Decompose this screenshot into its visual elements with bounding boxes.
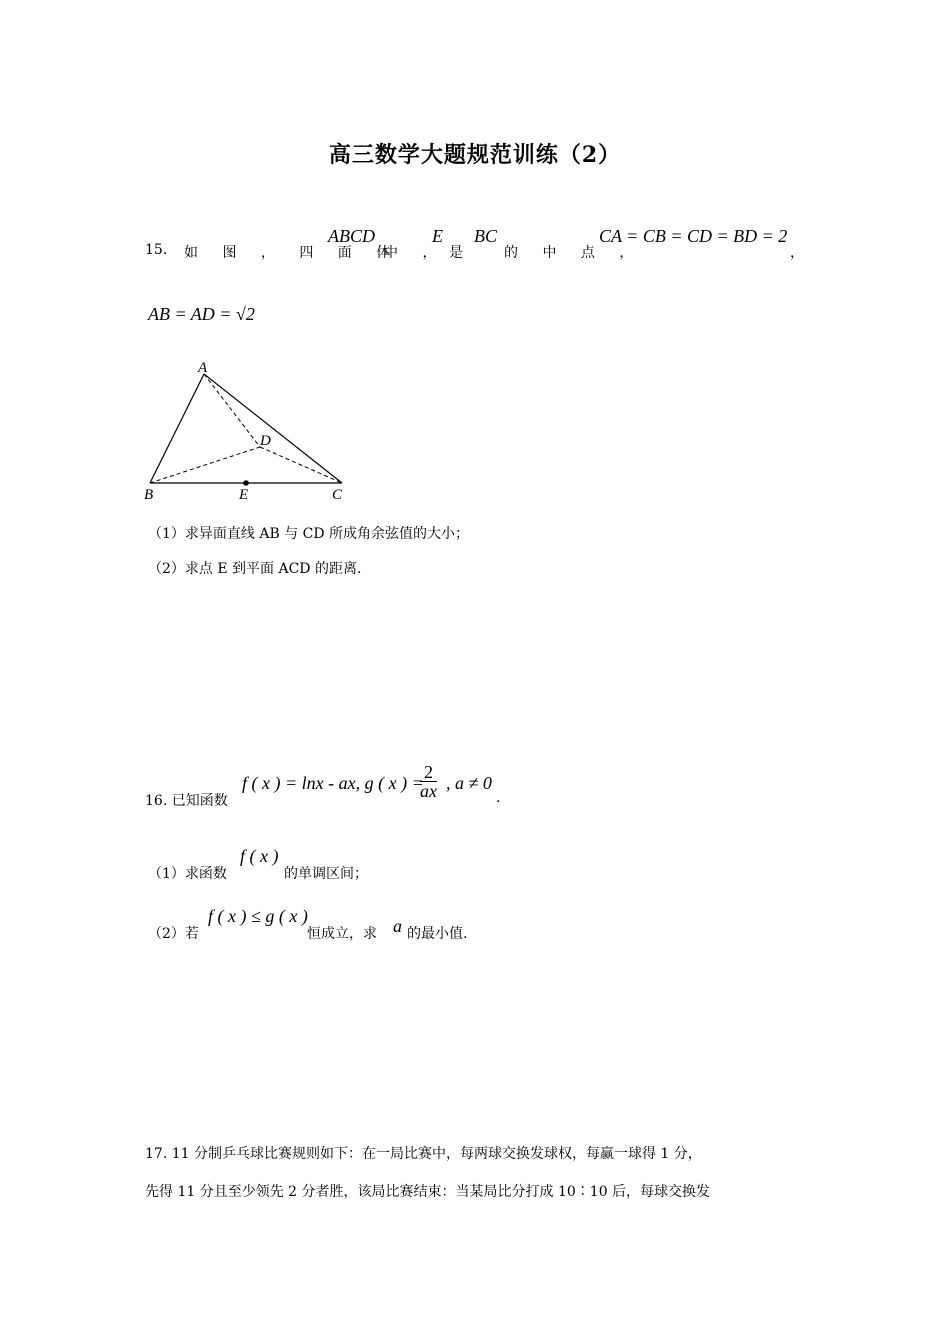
q16-cond: , a ≠ 0 [446,773,492,793]
q15-zhong: 中 ， [384,245,447,261]
label-e: E [239,487,249,503]
q16-part2-ineq: f ( x ) ≤ g ( x ) [208,906,308,926]
q17-line1: 17. 11 分制乒乓球比赛规则如下：在一局比赛中，每两球交换发球权，每赢一球得 1 分， [145,1146,702,1162]
q16-number: 16. 已知函数 [145,793,228,809]
page-title: 高三数学大题规范训练（2） [328,142,622,168]
label-c: C [332,487,343,503]
q15-part1: （1）求异面直线 AB 与 CD 所成角余弦值的大小； [148,526,470,542]
label-d: D [260,433,271,449]
q16-part1-f: f ( x ) [240,846,279,866]
q16-fraction [420,763,437,800]
q16-part2-pre: （2）若 [148,926,199,942]
q15-tetra: ABCD [328,226,375,246]
label-b: B [144,487,154,503]
q16-frac-num: 2 [420,763,437,782]
q15-shi: 是 [449,245,463,261]
q15-comma: ， [790,245,804,261]
q16-part1-pre: （1）求函数 [148,866,227,882]
tetrahedron-figure [140,355,360,505]
edge-ac [204,374,342,483]
q17-line2: 先得 11 分且至少领先 2 分者胜，该局比赛结束：当某局比分打成 10∶10 后，每球交换发 [145,1184,711,1200]
q15-number: 15. [145,242,168,258]
q16-part1-post: 的单调区间； [284,866,368,882]
edge-bd [150,447,260,483]
q15-eq1: CA = CB = CD = BD = 2 [599,226,788,246]
edge-ab [150,374,204,483]
q15-eq2: AB = AD = √2 [148,304,255,324]
edge-cd [260,447,342,483]
q16-part2-a: a [393,916,402,936]
q16-part2-post: 的最小值. [407,926,468,942]
q15-midpoint: 的 中 点 ， [504,245,644,261]
q15-seg-bc: BC [474,226,498,246]
label-a: A [198,360,208,376]
q16-frac-den: ax [420,781,437,801]
q16-part2-mid: 恒成立，求 [307,926,377,942]
q16-end: . [496,790,501,806]
q16-func: f ( x ) = lnx - ax, g ( x ) = [242,773,424,793]
q15-intro: 如 图 ， 四 面 体 [184,245,401,261]
edge-ad [204,374,260,447]
q15-point-e: E [432,226,443,246]
q15-part2: （2）求点 E 到平面 ACD 的距离. [148,561,362,577]
point-e-dot [243,480,249,486]
